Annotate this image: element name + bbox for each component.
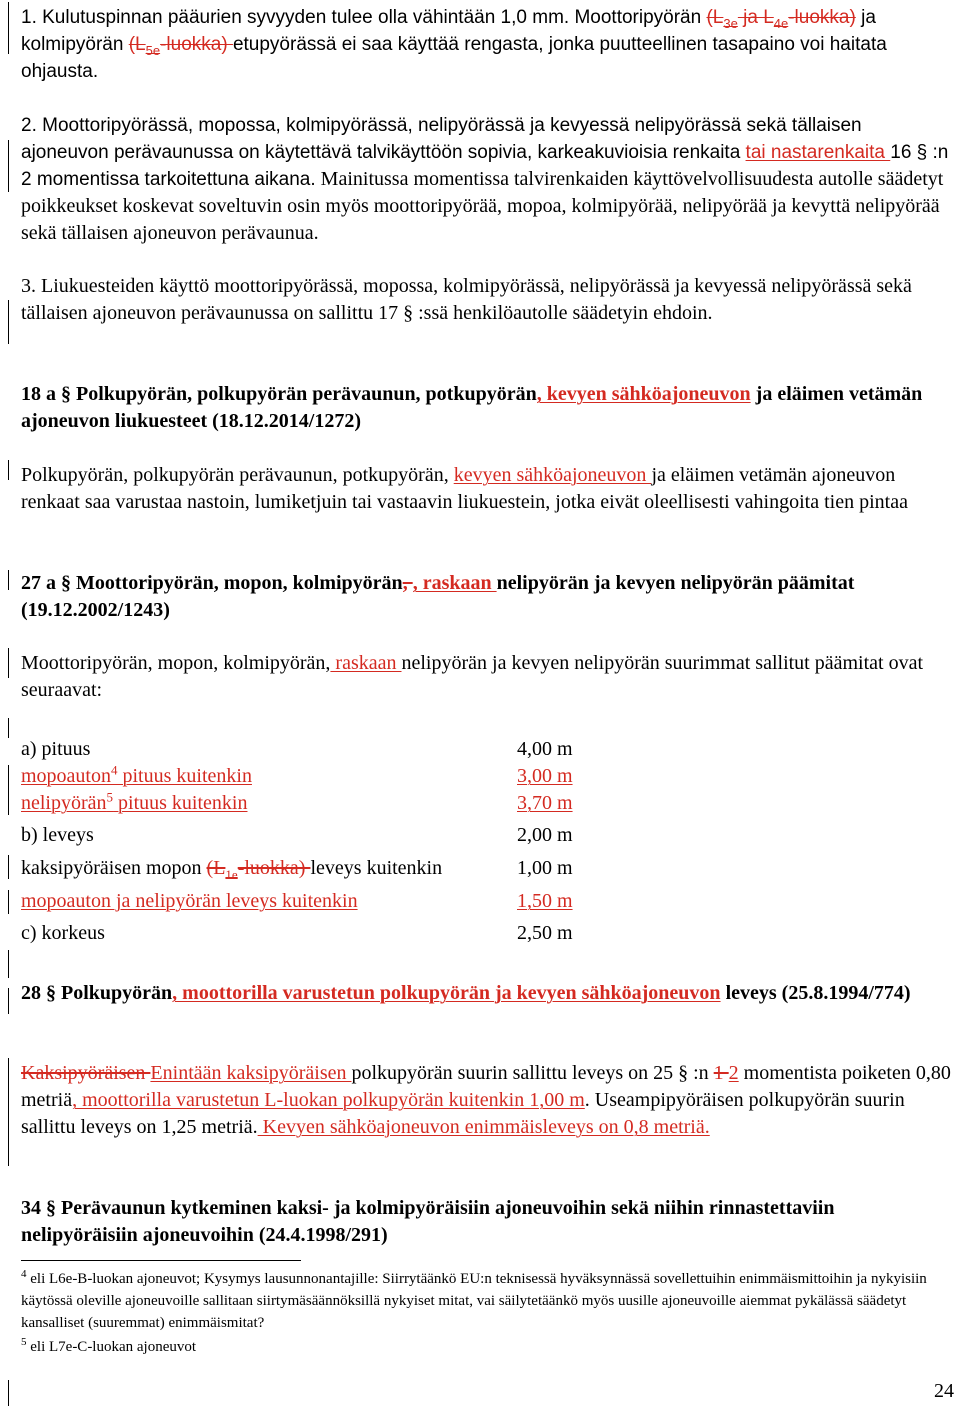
inserted-text: raskaan (330, 652, 402, 674)
dim-label: c) korkeus (21, 922, 105, 944)
change-bar (8, 718, 9, 738)
deleted-text: Kaksipyöräisen (21, 1062, 151, 1084)
change-bar (8, 1380, 9, 1406)
deleted-text: ($L_{3e}$ ja $L_{4e}-luokka$) (706, 7, 856, 31)
change-bar (8, 2, 9, 54)
section-heading-18a: 18 a § Polkupyörän, polkupyörän perävaunun, potkupyörän, kevyen sähköajoneuvon ja eläimen vetämän ajoneuvon liukuesteet (18.12.2014/1272) (21, 383, 923, 432)
footnote-4: $^4$ eli L6e-B-luokan ajoneuvot; Kysymys lausunnonantajille: Siirrytäänkö EU:n teknisessä hyväksynnässä sovellettuihin enimmäismittoihin ja nykyisiin käytössä oleville ajoneuvoille sallitaan siirtymäsäännöksillä nykyiset mitat, vai säilytetäänkö myös uusille ajoneuvoille aiemmat pykälässä säädetyt kansalliset (suuremmat) enimmäismitat? (21, 1268, 927, 1331)
dim-value: 2,50 m (517, 922, 573, 944)
footnote-ref[interactable]: 4 (111, 762, 118, 778)
change-bar (8, 950, 9, 978)
inserted-text: , raskaan (412, 572, 497, 594)
change-bar (8, 570, 9, 590)
paragraph-2 (21, 112, 951, 247)
inserted-text: , kevyen sähköajoneuvon (536, 383, 751, 405)
text-run: Mainitussa momentissa talvirenkaiden käyttövelvollisuudesta autolle säädetyt poikkeukset koskevat soveltuvin osin myös moottoripyörää, mopoa, kolmipyörää, nelipyörää ja kevyttä nelipyörää sekä tällaisen ajoneuvon perävaunua. (21, 168, 944, 244)
change-bar (8, 1058, 9, 1166)
inserted-text: Kevyen sähköajoneuvon enimmäisleveys on 0,8 metriä. (257, 1116, 710, 1138)
paragraph-18a: Polkupyörän, polkupyörän perävaunun, potkupyörän, kevyen sähköajoneuvon ja eläimen vetämän ajoneuvon renkaat saa varustaa nastoin, lumiketjuin tai vastaavin liukuestein, jotka eivät oleellisesti vahingoita tien pintaa (21, 464, 908, 513)
inserted-text: 2 (728, 1062, 739, 1084)
dim-label: nelipyörän$^5$ pituus kuitenkin (21, 789, 248, 814)
change-bar (8, 855, 9, 879)
section-heading-34: 34 § Perävaunun kytkeminen kaksi- ja kolmipyöräisiin ajoneuvoihin sekä niihin rinnastettaviin nelipyöräisiin ajoneuvoihin (24.4.1998/291) (21, 1197, 835, 1246)
deleted-text: $(L_{5e}-luokka)$ (128, 34, 233, 58)
text-run: 16 § :n 2 momentissa tarkoitettuna aikana. (21, 142, 949, 190)
text-run: 2. Moottoripyörässä, mopossa, kolmipyörässä, nelipyörässä ja kevyessä nelipyörässä sekä tällaisen ajoneuvon perävaunussa on käytettävä talvikäyttöön sopivia, karkeakuvioisia renkaita (21, 115, 862, 163)
change-bar (8, 460, 9, 480)
dim-label: mopoauton ja nelipyörän leveys kuitenkin (21, 890, 358, 912)
inserted-text: kevyen sähköajoneuvon (453, 464, 652, 486)
paragraph-3: 3. Liukuesteiden käyttö moottoripyörässä, mopossa, kolmipyörässä, nelipyörässä ja kevyessä nelipyörässä sekä tällaisen ajoneuvon perävaunussa on sallittu 17 § :ssä henkilöautolle säädetyin ehdoin. (21, 275, 912, 324)
deleted-text: , (402, 572, 413, 594)
footnote-ref[interactable]: 5 (106, 789, 114, 805)
text-run: etupyörässä ei saa käyttää rengasta, jonka puutteellinen tasapaino voi haitata ohjausta. (21, 34, 887, 82)
text-run: ja kolmipyörän (21, 7, 876, 55)
inserted-text: tai nastarenkaita (745, 142, 891, 163)
change-bar (8, 300, 9, 344)
footnote-5: $^5$ eli L7e-C-luokan ajoneuvot (21, 1336, 197, 1355)
change-bar (8, 988, 9, 1014)
inserted-text: , moottorilla varustetun polkupyörän ja kevyen sähköajoneuvon (172, 982, 721, 1004)
dim-value: 1,00 m (517, 857, 573, 879)
dim-value: 1,50 m (517, 890, 573, 912)
text-run: 1. Kulutuspinnan pääurien syvyyden tulee olla vähintään 1,0 mm. Moottoripyörän (21, 7, 707, 28)
change-bar (8, 648, 9, 678)
paragraph-1 (21, 4, 951, 85)
change-bar (8, 890, 9, 914)
footnote-separator (21, 1260, 301, 1261)
dim-label: mopoauton$^4$ pituus kuitenkin (21, 762, 252, 787)
dim-label: b) leveys (21, 824, 94, 846)
section-heading-28: 28 § Polkupyörän, moottorilla varustetun polkupyörän ja kevyen sähköajoneuvon leveys (25.8.1994/774) (21, 982, 911, 1004)
dim-value: 4,00 m (517, 738, 573, 760)
change-bar (8, 140, 9, 192)
deleted-text: $(L_{1e}-luokka)$ (206, 857, 311, 882)
change-bar (8, 765, 9, 815)
page-number: 24 (934, 1380, 954, 1402)
dim-value: 3,00 m (517, 765, 573, 787)
section-heading-27a: 27 a § Moottoripyörän, mopon, kolmipyörän, , raskaan nelipyörän ja kevyen nelipyörän päämitat (19.12.2002/1243) (21, 572, 855, 621)
paragraph-28: Kaksipyöräisen Enintään kaksipyöräisen polkupyörän suurin sallittu leveys on 25 § :n 1 2 momentista poiketen 0,80 metriä, moottorilla varustetun L-luokan polkupyörän kuitenkin 1,00 m. Useampipyöräisen polkupyörän suurin sallittu leveys on 1,25 metriä. Kevyen sähköajoneuvon enimmäisleveys on 0,8 metriä. (21, 1062, 951, 1138)
dim-label: a) pituus (21, 738, 91, 760)
deleted-text: 1 (713, 1062, 729, 1084)
dim-value: 3,70 m (517, 792, 573, 814)
inserted-text: Enintään kaksipyöräisen (150, 1062, 352, 1084)
dim-label: kaksipyöräisen mopon $(L_{1e}-luokka)$ leveys kuitenkin (21, 857, 443, 882)
dim-value: 2,00 m (517, 824, 573, 846)
inserted-text: , moottorilla varustetun L-luokan polkupyörän kuitenkin 1,00 m (72, 1089, 585, 1111)
paragraph-27a: Moottoripyörän, mopon, kolmipyörän, raskaan nelipyörän ja kevyen nelipyörän suurimmat sallitut päämitat ovat seuraavat: (21, 652, 924, 701)
